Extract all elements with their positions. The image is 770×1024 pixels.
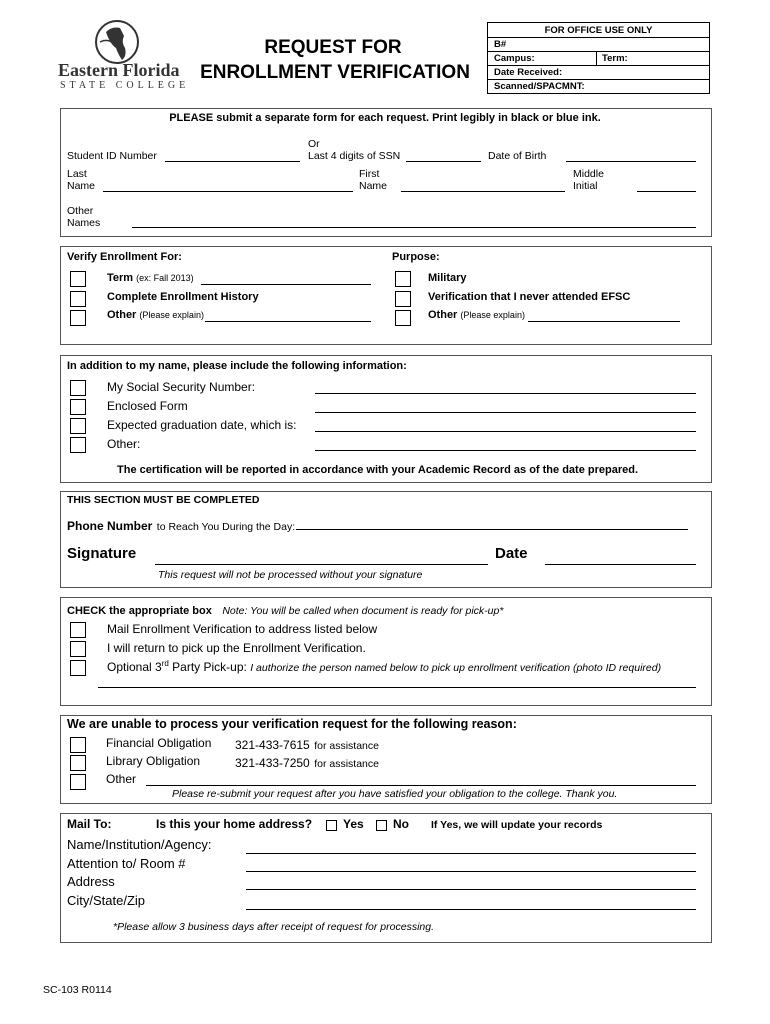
yes-label: Yes <box>343 817 364 831</box>
logo-name: Eastern Florida <box>58 60 180 80</box>
include-other-checkbox[interactable] <box>70 437 86 453</box>
seal-icon <box>94 18 140 66</box>
office-use-box <box>487 22 710 94</box>
military-option: Military <box>428 272 467 284</box>
required-title: THIS SECTION MUST BE COMPLETED <box>67 494 260 506</box>
date-label: Date <box>495 545 528 562</box>
office-campus: Campus: <box>494 53 535 64</box>
unable-title: We are unable to process your verification request for the following reason: <box>67 717 517 731</box>
library-label: Library Obligation <box>106 754 201 768</box>
mail-name-label: Name/Institution/Agency: <box>67 837 212 852</box>
student-id-label: Student ID Number <box>67 150 157 162</box>
term-hint: (ex: Fall 2013) <box>136 273 194 283</box>
office-b-number: B# <box>494 39 507 50</box>
first-name-input[interactable] <box>401 191 565 192</box>
include-form-label: Enclosed Form <box>107 399 188 413</box>
financial-assist: for assistance <box>314 740 379 752</box>
mail-attention-label: Attention to/ Room # <box>67 856 186 871</box>
financial-phone: 321-433-7615 <box>235 738 310 752</box>
history-checkbox[interactable] <box>70 291 86 307</box>
form-title-line2: ENROLLMENT VERIFICATION <box>200 62 470 83</box>
mail-attention-input[interactable] <box>246 871 696 872</box>
term-label: Term <box>107 272 134 284</box>
signature-input[interactable] <box>155 564 488 565</box>
middle-initial-label-2: Initial <box>573 180 598 192</box>
purpose-other-label: Other <box>428 309 458 321</box>
unable-other-checkbox[interactable] <box>70 774 86 790</box>
mail-name-input[interactable] <box>246 853 696 854</box>
purpose-other-checkbox[interactable] <box>395 310 411 326</box>
include-ssn-label: My Social Security Number: <box>107 380 256 394</box>
term-checkbox[interactable] <box>70 271 86 287</box>
home-address-question: Is this your home address? <box>156 817 313 831</box>
mail-city-label: City/State/Zip <box>67 893 146 908</box>
ssn-input[interactable] <box>406 161 481 162</box>
pickup-title: CHECK the appropriate box <box>67 605 212 617</box>
instruction-text: PLEASE submit a separate form for each request. Print legibly in black or blue ink. <box>169 112 601 124</box>
first-name-label-2: Name <box>359 180 388 192</box>
third-party-name-input[interactable] <box>98 687 696 688</box>
no-checkbox[interactable] <box>376 820 387 831</box>
office-date-received: Date Received: <box>494 67 563 78</box>
term-input[interactable] <box>201 284 371 285</box>
financial-label: Financial Obligation <box>106 736 212 750</box>
include-ssn-checkbox[interactable] <box>70 380 86 396</box>
mail-option-label: Mail Enrollment Verification to address listed below <box>107 622 378 636</box>
phone-label-bold: Phone Number <box>67 519 153 533</box>
include-other-label: Other: <box>107 437 141 451</box>
return-option-checkbox[interactable] <box>70 641 86 657</box>
include-graduation-label: Expected graduation date, which is: <box>107 418 297 432</box>
other-names-label-2: Names <box>67 217 101 229</box>
third-party-a: Optional 3 <box>107 660 162 674</box>
pickup-note: Note: You will be called when document is ready for pick-up* <box>222 605 504 617</box>
library-checkbox[interactable] <box>70 755 86 771</box>
third-party-b: Party Pick-up: <box>168 660 251 674</box>
third-party-label <box>107 659 661 674</box>
dob-label: Date of Birth <box>488 150 547 162</box>
verify-other-label: Other <box>107 309 137 321</box>
third-party-note: I authorize the person named below to pick up enrollment verification (photo ID required) <box>250 662 662 674</box>
unable-other-input[interactable] <box>146 785 696 786</box>
student-info-section <box>60 108 712 237</box>
phone-label-suffix: to Reach You During the Day: <box>156 521 296 533</box>
include-other-input[interactable] <box>315 450 696 451</box>
include-graduation-checkbox[interactable] <box>70 418 86 434</box>
financial-checkbox[interactable] <box>70 737 86 753</box>
purpose-other-option <box>428 309 525 321</box>
mail-option-checkbox[interactable] <box>70 622 86 638</box>
form-title-line1: REQUEST FOR <box>264 37 402 58</box>
no-label: No <box>393 817 409 831</box>
library-phone: 321-433-7250 <box>235 756 310 770</box>
purpose-title: Purpose: <box>392 251 440 263</box>
resubmit-note: Please re-submit your request after you have satisfied your obligation to the college. Thank you. <box>172 788 618 800</box>
middle-initial-input[interactable] <box>637 191 696 192</box>
verify-other-input[interactable] <box>205 321 371 322</box>
library-assist: for assistance <box>314 758 379 770</box>
last-name-input[interactable] <box>103 191 353 192</box>
include-form-input[interactable] <box>315 412 696 413</box>
ssn-label: Last 4 digits of SSN <box>308 150 401 162</box>
office-term: Term: <box>602 53 628 64</box>
mail-title: Mail To: <box>67 817 112 831</box>
dob-input[interactable] <box>566 161 696 162</box>
history-option: Complete Enrollment History <box>107 291 259 303</box>
college-logo <box>58 18 190 92</box>
include-form-checkbox[interactable] <box>70 399 86 415</box>
include-ssn-input[interactable] <box>315 393 696 394</box>
verify-other-hint: (Please explain) <box>139 310 204 320</box>
never-attended-checkbox[interactable] <box>395 291 411 307</box>
return-option-label: I will return to pick up the Enrollment Verification. <box>107 641 366 655</box>
form-code: SC-103 R0114 <box>43 984 112 996</box>
date-input[interactable] <box>545 564 696 565</box>
or-label: Or <box>308 138 320 150</box>
mail-address-input[interactable] <box>246 889 696 890</box>
unable-other-label: Other <box>106 772 137 786</box>
military-checkbox[interactable] <box>395 271 411 287</box>
other-names-input[interactable] <box>132 227 696 228</box>
last-name-label-1: Last <box>67 168 87 180</box>
library-contact <box>235 754 379 772</box>
mail-city-input[interactable] <box>246 909 696 910</box>
processing-note: *Please allow 3 business days after receipt of request for processing. <box>113 921 435 933</box>
signature-label: Signature <box>67 545 137 562</box>
verify-title: Verify Enrollment For: <box>67 251 182 263</box>
office-scanned: Scanned/SPACMNT: <box>494 81 585 92</box>
signature-note: This request will not be processed without your signature <box>158 569 423 581</box>
student-id-input[interactable] <box>165 161 300 162</box>
last-name-label-2: Name <box>67 180 96 192</box>
purpose-other-input[interactable] <box>528 321 680 322</box>
first-name-label-1: First <box>359 168 380 180</box>
logo-subtitle: STATE COLLEGE <box>60 80 190 91</box>
yes-note: If Yes, we will update your records <box>431 819 603 831</box>
verify-other-checkbox[interactable] <box>70 310 86 326</box>
middle-initial-label-1: Middle <box>573 168 604 180</box>
verify-other-option <box>107 309 204 321</box>
phone-label <box>67 517 295 535</box>
never-attended-option: Verification that I never attended EFSC <box>428 291 631 303</box>
mail-address-label: Address <box>67 874 115 889</box>
yes-checkbox[interactable] <box>326 820 337 831</box>
purpose-other-hint: (Please explain) <box>460 310 525 320</box>
financial-contact <box>235 736 379 754</box>
third-party-checkbox[interactable] <box>70 660 86 676</box>
term-option <box>107 272 194 284</box>
include-graduation-input[interactable] <box>315 431 696 432</box>
include-title: In addition to my name, please include the following information: <box>67 360 407 372</box>
office-header: FOR OFFICE USE ONLY <box>544 25 653 36</box>
certification-note: The certification will be reported in accordance with your Academic Record as of the date prepared. <box>117 464 639 476</box>
pickup-header <box>67 601 503 619</box>
phone-input[interactable] <box>296 529 688 530</box>
third-party-sup: rd <box>161 659 169 668</box>
other-names-label-1: Other <box>67 205 94 217</box>
